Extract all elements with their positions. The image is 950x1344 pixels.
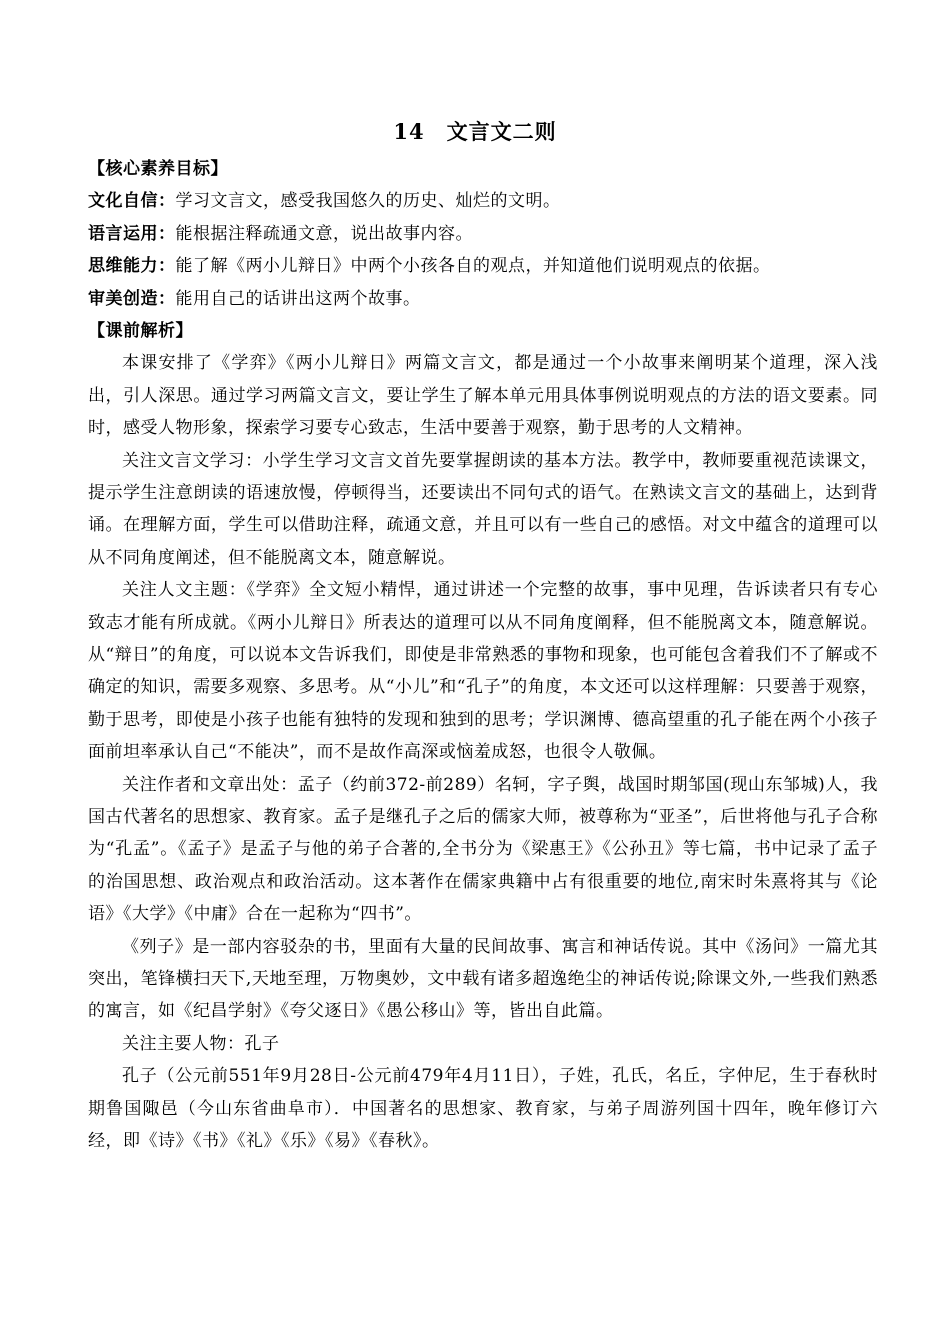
goal-label: 审美创造： xyxy=(88,288,176,309)
goal-item xyxy=(88,283,878,315)
paragraph-classical-study: 关注文言文学习：小学生学习文言文首先要掌握朗读的基本方法。教学中，教师要重视范读课文，提示学生注意朗读的语速放慢，停顿得当，还要读出不同句式的语气。在熟读文言文的基础上，达到背诵。在理解方面，学生可以借助注释，疏通文意，并且可以有一些自己的感悟。对文中蕴含的道理可以从不同角度阐述，但不能脱离文本，随意解说。 xyxy=(88,450,878,568)
goal-text: 学习文言文，感受我国悠久的历史、灿烂的文明。 xyxy=(175,191,561,212)
paragraph-author-source: 关注作者和文章出处：孟子（约前372-前289）名轲，字子舆，战国时期邹国(现山东邹城)人，我国古代著名的思想家、教育家。孟子是继孔子之后的儒家大师，被尊称为“亚圣”，后世将他与孔子合称为“孔孟”。《孟子》是孟子与他的弟子合著的,全书分为《梁惠王》《公孙丑》等七篇，书中记录了孟子的治国思想、政治观点和政治活动。这本著作在儒家典籍中占有很重要的地位,南宋时朱熹将其与《论语》《大学》《中庸》合在一起称为“四书”。 xyxy=(88,774,878,925)
goal-label: 文化自信： xyxy=(88,191,176,212)
paragraph-humanistic-theme: 关注人文主题：《学弈》全文短小精悍，通过讲述一个完整的故事，事中见理，告诉读者只有专心致志才能有所成就。《两小儿辩日》所表达的道理可以从不同角度阐释，但不能脱离文本，随意解说。从“辩日”的角度，可以说本文告诉我们，即使是非常熟悉的事物和现象，也可能包含着我们不了解或不确定的知识，需要多观察、多思考。从“小儿”和“孔子”的角度，本文还可以这样理解：只要善于观察，勤于思考，即使是小孩子也能有独特的发现和独到的思考；学识渊博、德高望重的孔子能在两个小孩子面前坦率承认自己“不能决”，而不是故作高深或恼羞成怒，也很令人敬佩。 xyxy=(88,580,878,763)
paragraph-main-figure-heading: 关注主要人物：孔子 xyxy=(122,1033,280,1054)
paragraph-overview: 本课安排了《学弈》《两小儿辩日》两篇文言文，都是通过一个小故事来阐明某个道理，深入浅出，引人深思。通过学习两篇文言文，要让学生了解本单元用具体事例说明观点的方法的语文要素。同时，感受人物形象，探索学习要专心致志，生活中要善于观察，勤于思考的人文精神。 xyxy=(88,353,878,439)
analysis-heading: 【课前解析】 xyxy=(88,320,193,341)
goal-text: 能用自己的话讲出这两个故事。 xyxy=(175,288,421,309)
goal-item xyxy=(88,218,878,250)
goal-label: 思维能力： xyxy=(88,256,176,277)
document-body xyxy=(88,153,878,1158)
goals-heading: 【核心素养目标】 xyxy=(88,159,228,179)
goal-label: 语言运用： xyxy=(88,223,176,244)
page-title: 14 文言文二则 xyxy=(393,119,557,144)
paragraph-liezi: 《列子》是一部内容驳杂的书，里面有大量的民间故事、寓言和神话传说。其中《汤问》一篇尤其突出，笔锋横扫天下,天地至理，万物奥妙，文中载有诸多超逸绝尘的神话传说;除课文外,一些我们熟悉的寓言，如《纪昌学射》《夸父逐日》《愚公移山》等，皆出自此篇。 xyxy=(88,936,878,1022)
goal-item xyxy=(88,185,878,217)
goal-text: 能了解《两小儿辩日》中两个小孩各自的观点，并知道他们说明观点的依据。 xyxy=(175,256,771,277)
paragraph-confucius: 孔子（公元前551年9月28日-公元前479年4月11日），子姓，孔氏，名丘，字仲尼，生于春秋时期鲁国陬邑（今山东省曲阜市）．中国著名的思想家、教育家，与弟子周游列国十四年，晚年修订六经，即《诗》《书》《礼》《乐》《易》《春秋》。 xyxy=(88,1066,878,1152)
goal-text: 能根据注释疏通文意，说出故事内容。 xyxy=(175,223,473,244)
goal-item xyxy=(88,250,878,282)
